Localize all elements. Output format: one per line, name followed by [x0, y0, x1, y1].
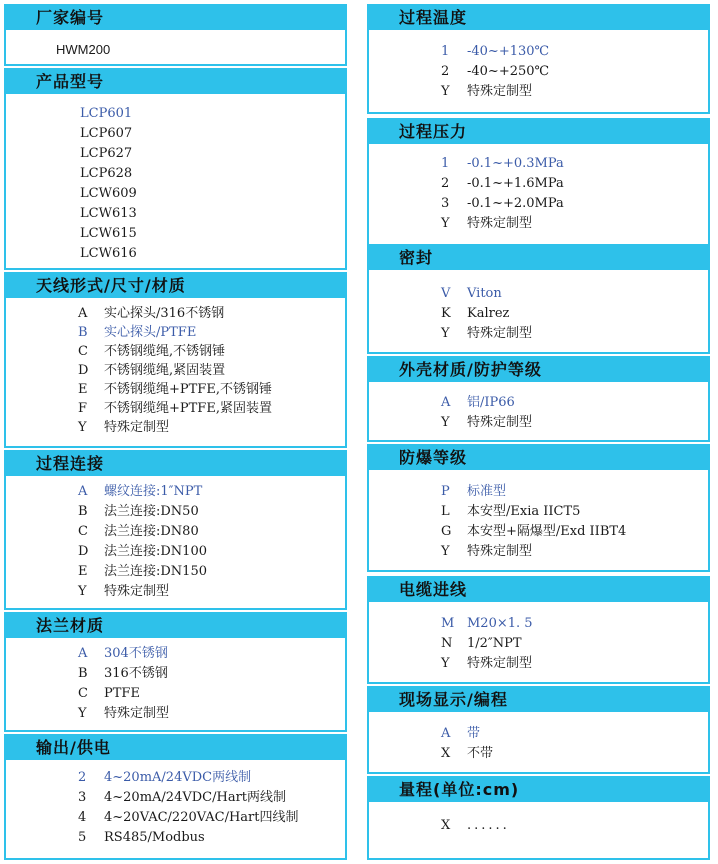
section-title: 防爆等级 [369, 446, 708, 470]
section-title: 密封 [369, 246, 708, 270]
section-manufacturer [4, 4, 347, 66]
section-model: 产品型号 LCP601 LCP607 LCP627 LCP628 LCW609 LCW613 LCW615 LCW616 [4, 68, 347, 270]
section-housing: 外壳材质/防护等级 A 铝/IP66 Y 特殊定制型 [367, 356, 710, 442]
section-title: 法兰材质 [6, 614, 345, 638]
section-title: 现场显示/编程 [369, 688, 708, 712]
section-process-connection: 过程连接 A 螺纹连接:1″NPT B 法兰连接:DN50 C 法兰连接:DN80 D 法兰连接:DN100 E 法兰连接:DN150 Y 特殊定制型 [4, 450, 347, 610]
section-local-display: 现场显示/编程 A 带 X 不带 [367, 686, 710, 774]
section-title: 输出/供电 [6, 736, 345, 760]
section-title: 过程连接 [6, 452, 345, 476]
section-title: 厂家编号 [6, 6, 345, 30]
section-process-pressure: 过程压力 1 -0.1~+0.3MPa 2 -0.1~+1.6MPa 3 -0.1~+2.0MPa Y 特殊定制型 [367, 118, 710, 246]
section-explosion-proof: 防爆等级 P 标准型 L 本安型/Exia IICT5 G 本安型+隔爆型/Exd IIBT4 Y 特殊定制型 [367, 444, 710, 572]
section-title: 外壳材质/防护等级 [369, 358, 708, 382]
manufacturer-value: HWM200 [56, 42, 111, 57]
section-title: 过程压力 [369, 120, 708, 144]
section-title: 电缆进线 [369, 578, 708, 602]
section-process-temperature: 过程温度 1 -40~+130℃ 2 -40~+250℃ Y 特殊定制型 [367, 4, 710, 114]
section-title: 产品型号 [6, 70, 345, 94]
section-seal: 密封 V Viton K Kalrez Y 特殊定制型 [367, 244, 710, 354]
section-cable-entry: 电缆进线 M M20×1. 5 N 1/2″NPT Y 特殊定制型 [367, 576, 710, 684]
section-antenna: 天线形式/尺寸/材质 A 实心探头/316不锈钢 B 实心探头/PTFE C 不锈钢缆绳,不锈钢锤 D 不锈钢缆绳,紧固装置 E 不锈钢缆绳+PTFE,不锈钢锤 F 不锈钢缆绳+PTFE,紧固装置 Y 特殊定制型 [4, 272, 347, 448]
section-title: 量程(单位:cm) [369, 778, 708, 802]
section-title: 过程温度 [369, 6, 708, 30]
section-title: 天线形式/尺寸/材质 [6, 274, 345, 298]
section-flange-material: 法兰材质 A 304不锈钢 B 316不锈钢 C PTFE Y 特殊定制型 [4, 612, 347, 732]
section-range: 量程(单位:cm) X ...... [367, 776, 710, 860]
section-output: 输出/供电 2 4~20mA/24VDC两线制 3 4~20mA/24VDC/Hart两线制 4 4~20VAC/220VAC/Hart四线制 5 RS485/Modbus [4, 734, 347, 860]
